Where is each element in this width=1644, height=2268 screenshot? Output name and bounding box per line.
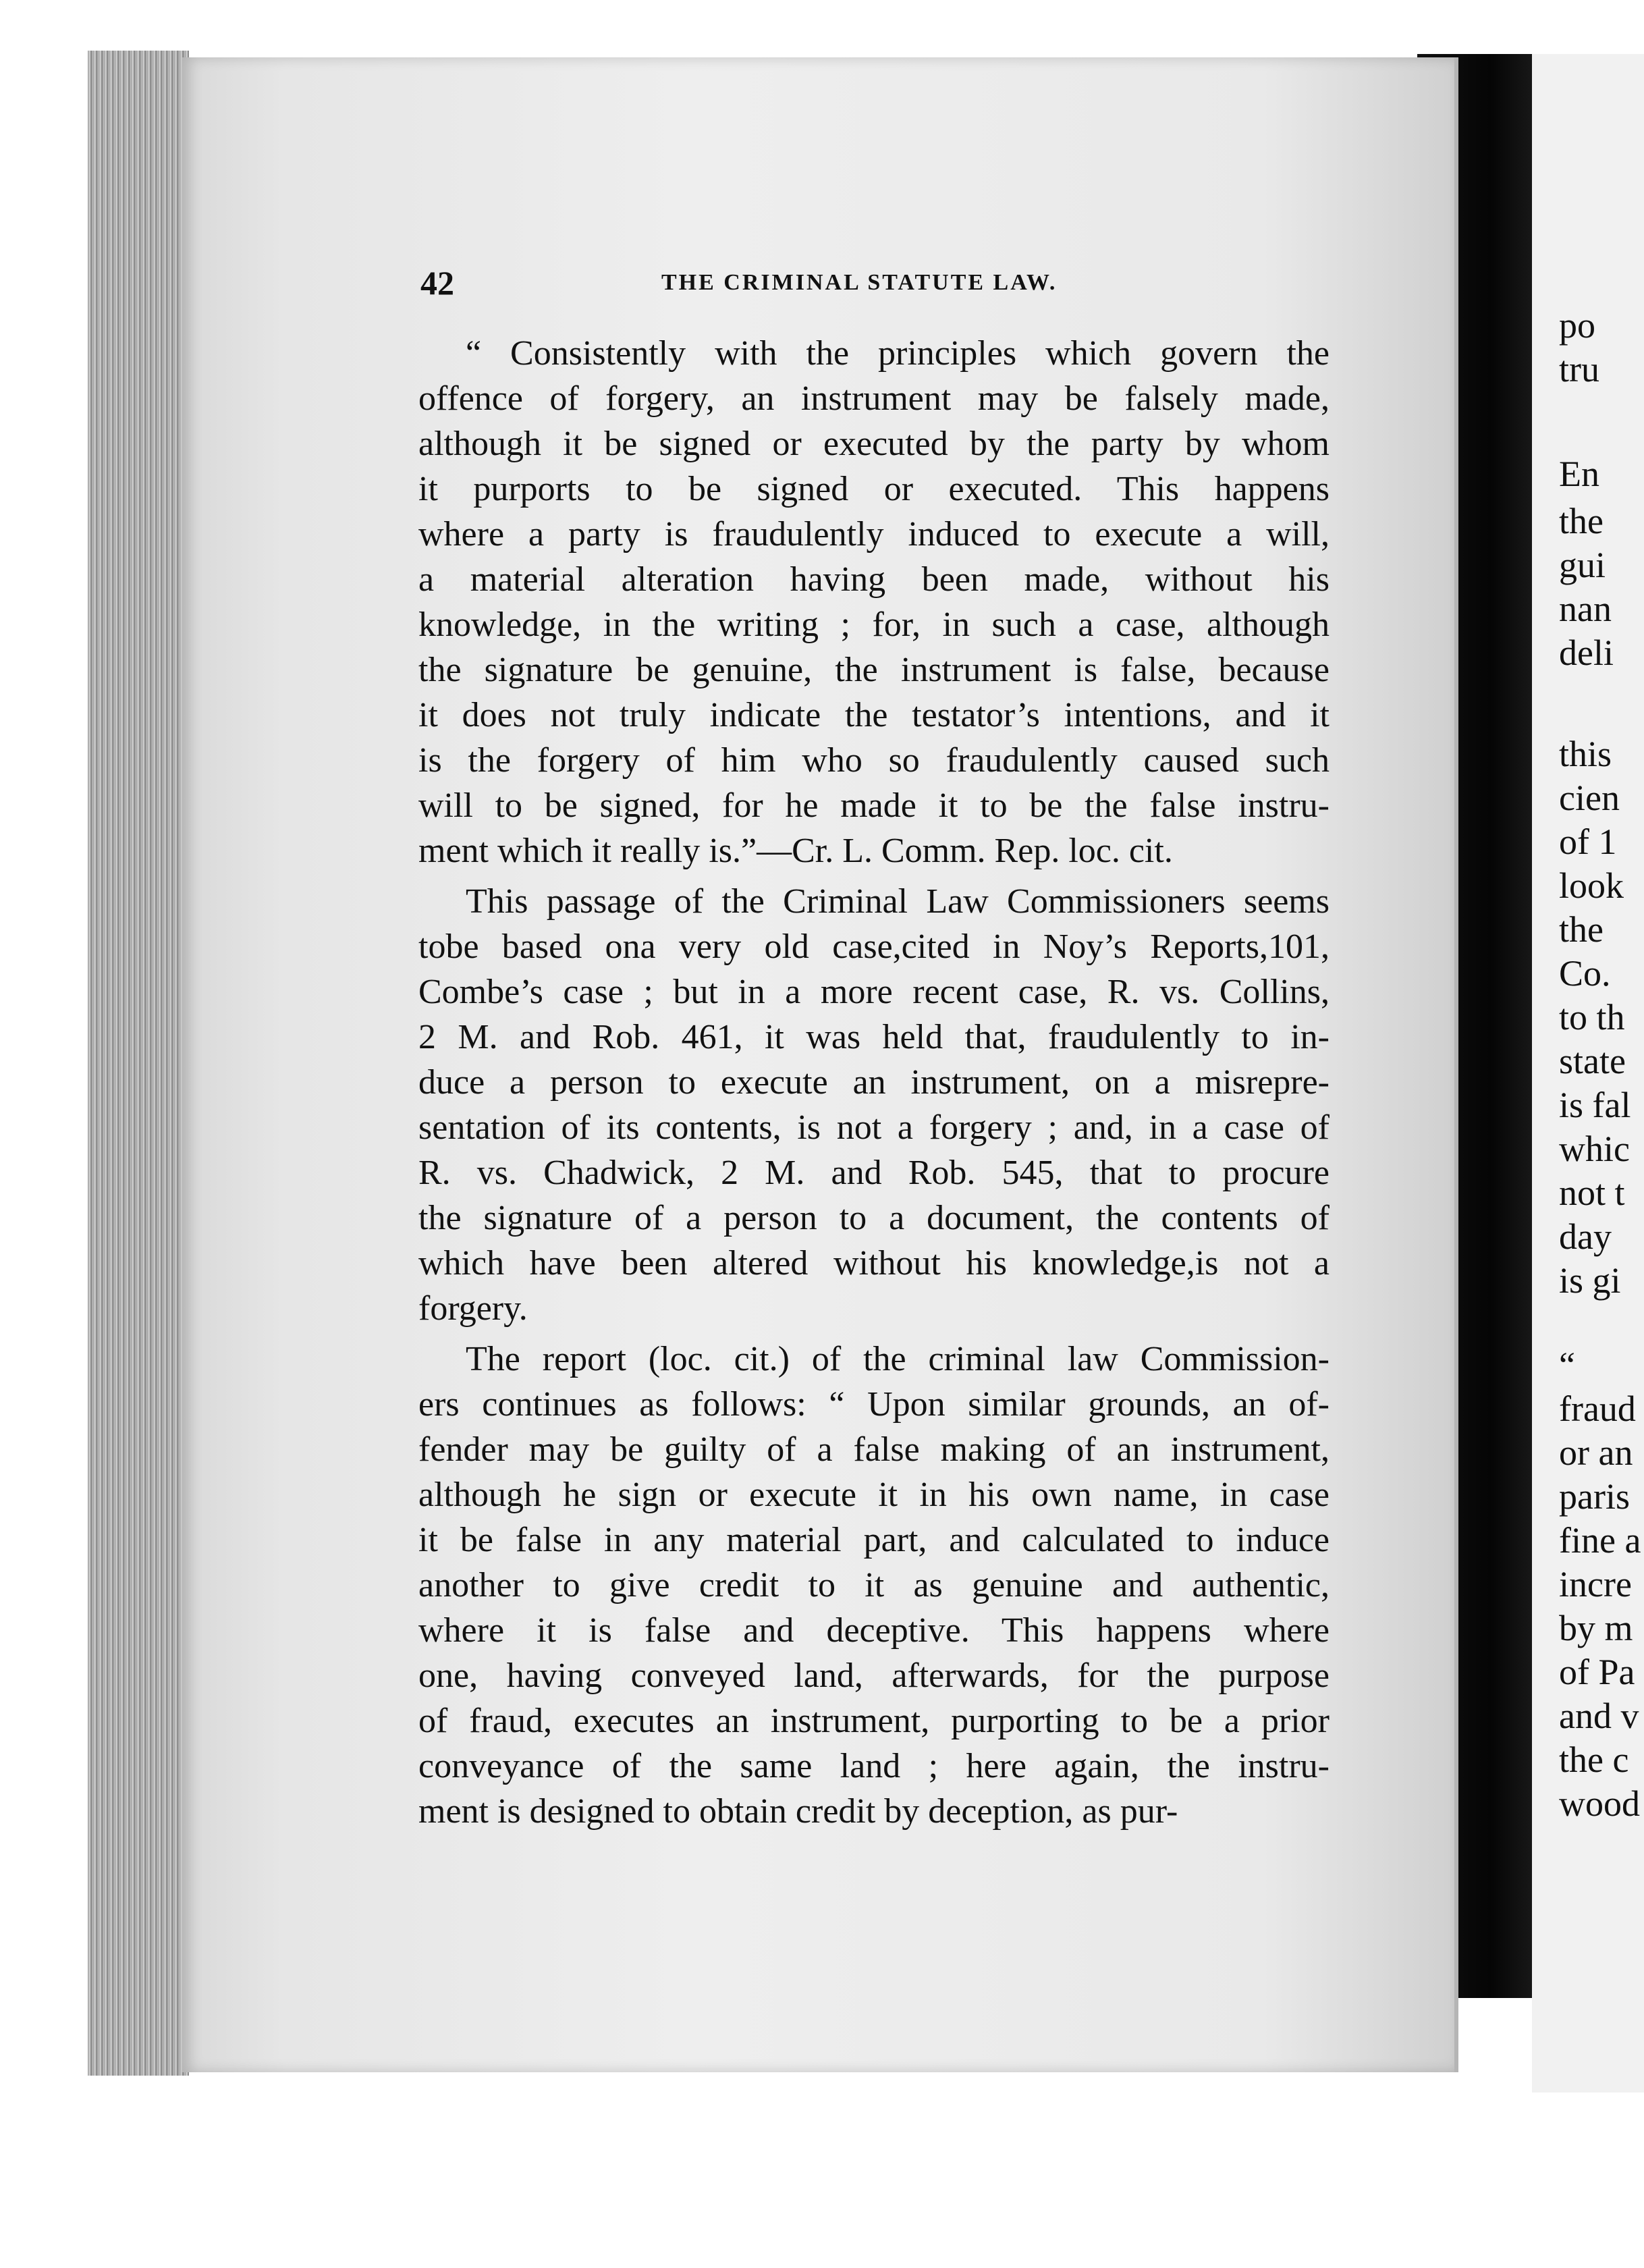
text-line: which have been altered without his knowledge,is not a xyxy=(418,1244,1330,1282)
facing-page-fragment: whic xyxy=(1559,1129,1630,1169)
running-title: THE CRIMINAL STATUTE LAW. xyxy=(661,270,1058,295)
text-line: conveyance of the same land ; here again, the instru- xyxy=(418,1747,1330,1785)
facing-page-fragment: gui xyxy=(1559,545,1606,585)
paragraph xyxy=(418,879,1330,1331)
text-line: the signature of a person to a document, the contents of xyxy=(418,1199,1330,1237)
facing-page-fragment: tru xyxy=(1559,349,1599,389)
text-line: ers continues as follows: “ Upon similar grounds, an of- xyxy=(418,1385,1330,1424)
text-line: knowledge, in the writing ; for, in such a case, although xyxy=(418,605,1330,644)
text-line: sentation of its contents, is not a forgery ; and, in a case of xyxy=(418,1108,1330,1147)
page-number: 42 xyxy=(420,264,454,302)
facing-page-fragment: fraud xyxy=(1559,1388,1636,1429)
text-line: a material alteration having been made, without his xyxy=(418,560,1330,599)
text-line: duce a person to execute an instrument, on a misrepre- xyxy=(418,1063,1330,1102)
text-line: is the forgery of him who so fraudulently caused such xyxy=(418,741,1330,780)
text-line: R. vs. Chadwick, 2 M. and Rob. 545, that to procure xyxy=(418,1154,1330,1192)
facing-page-fragment: is fal xyxy=(1559,1085,1631,1125)
facing-page-fragment: deli xyxy=(1559,632,1614,673)
body-text xyxy=(418,331,1330,1839)
facing-page-fragment: cien xyxy=(1559,778,1620,818)
text-line: Combe’s case ; but in a more recent case, R. vs. Collins, xyxy=(418,973,1330,1011)
facing-page-fragment: or an xyxy=(1559,1432,1633,1473)
facing-page-fragment: of Pa xyxy=(1559,1652,1635,1692)
text-line: although he sign or execute it in his own name, in case xyxy=(418,1476,1330,1514)
facing-page-fragment: incre xyxy=(1559,1564,1632,1604)
text-line: one, having conveyed land, afterwards, for the purpose xyxy=(418,1656,1330,1695)
facing-page xyxy=(1532,54,1644,2092)
facing-page-fragment: fine a xyxy=(1559,1520,1641,1561)
facing-page-fragment: this xyxy=(1559,734,1612,774)
text-line: where it is false and deceptive. This happens where xyxy=(418,1611,1330,1650)
text-line: the signature be genuine, the instrument is false, because xyxy=(418,651,1330,689)
facing-page-fragment: po xyxy=(1559,305,1595,346)
facing-page-fragment: day xyxy=(1559,1216,1612,1257)
text-line: forgery. xyxy=(418,1289,528,1328)
text-line: tobe based ona very old case,cited in Noy’s Reports,101, xyxy=(418,927,1330,966)
facing-page-fragment: the xyxy=(1559,501,1604,541)
text-line: This passage of the Criminal Law Commissioners seems xyxy=(466,882,1330,921)
facing-page-fragment: state xyxy=(1559,1041,1626,1081)
facing-page-fragment: of 1 xyxy=(1559,821,1617,862)
text-line: will to be signed, for he made it to be the false instru- xyxy=(418,786,1330,825)
facing-page-fragment: paris xyxy=(1559,1476,1630,1517)
facing-page-fragment: wood xyxy=(1559,1783,1640,1824)
facing-page-fragment: En xyxy=(1559,454,1599,494)
text-line: another to give credit to it as genuine and authentic, xyxy=(418,1566,1330,1604)
text-line: ment which it really is.”—Cr. L. Comm. Rep. loc. cit. xyxy=(418,832,1173,870)
facing-page-fragment: the c xyxy=(1559,1739,1629,1780)
paragraph xyxy=(418,331,1330,873)
facing-page-fragment: to th xyxy=(1559,997,1625,1037)
text-line: 2 M. and Rob. 461, it was held that, fraudulently to in- xyxy=(418,1018,1330,1056)
text-line: although it be signed or executed by the party by whom xyxy=(418,425,1330,463)
facing-page-fragment: not t xyxy=(1559,1172,1625,1213)
facing-page-fragment: nan xyxy=(1559,589,1612,629)
facing-page-fragment: “ xyxy=(1559,1345,1575,1385)
text-line: ment is designed to obtain credit by deception, as pur- xyxy=(418,1792,1178,1831)
text-line: The report (loc. cit.) of the criminal law Commission- xyxy=(466,1340,1330,1378)
text-line: of fraud, executes an instrument, purporting to be a prior xyxy=(418,1702,1330,1740)
facing-page-fragment: and v xyxy=(1559,1696,1639,1736)
text-line: offence of forgery, an instrument may be falsely made, xyxy=(418,379,1330,418)
running-head xyxy=(420,263,1428,304)
facing-page-fragment: is gi xyxy=(1559,1260,1621,1301)
paragraph xyxy=(418,1336,1330,1834)
text-line: it be false in any material part, and calculated to induce xyxy=(418,1521,1330,1559)
facing-page-fragment: Co. xyxy=(1559,953,1611,994)
page-edges xyxy=(88,51,189,2076)
facing-page-fragment: look xyxy=(1559,865,1624,906)
text-line: where a party is fraudulently induced to execute a will, xyxy=(418,515,1330,554)
facing-page-fragment: by m xyxy=(1559,1608,1633,1648)
text-line: “ Consistently with the principles which govern the xyxy=(466,334,1330,373)
facing-page-fragment: the xyxy=(1559,909,1604,950)
text-line: it does not truly indicate the testator’s intentions, and it xyxy=(418,696,1330,734)
text-line: it purports to be signed or executed. This happens xyxy=(418,470,1330,508)
text-line: fender may be guilty of a false making of an instrument, xyxy=(418,1430,1330,1469)
